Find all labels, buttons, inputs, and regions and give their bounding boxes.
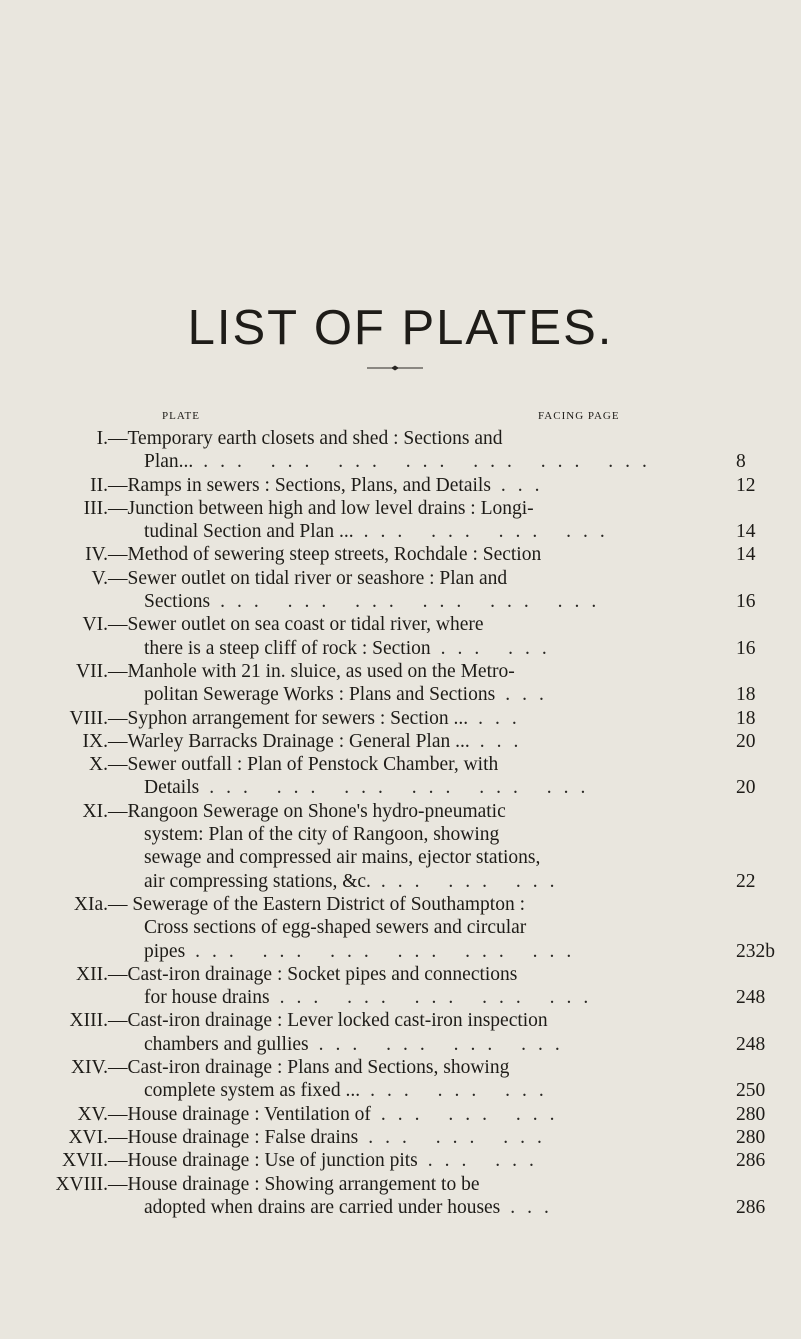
plate-title-text: —House drainage : False drains xyxy=(108,1126,359,1148)
plate-entry-line xyxy=(0,450,801,473)
plate-entry xyxy=(0,730,801,753)
dot-leader: ... ... ... ... ... ... xyxy=(209,777,598,799)
plate-entry-line xyxy=(0,730,801,753)
plate-entry xyxy=(0,1009,801,1056)
plate-entry-line xyxy=(0,1103,801,1126)
plate-title-text: sewage and compressed air mains, ejector stations, xyxy=(144,847,541,869)
plate-entry xyxy=(0,1103,801,1126)
dot-leader: ... ... ... xyxy=(368,1126,554,1148)
plate-entry-line xyxy=(0,800,801,823)
facing-page-number: 280 xyxy=(736,1126,766,1148)
plate-entry-line xyxy=(0,916,801,939)
plate-entry-line xyxy=(0,1149,801,1172)
plate-entry xyxy=(0,1149,801,1172)
plate-title-text: —Sewer outlet on sea coast or tidal river, where xyxy=(108,614,484,636)
dot-leader: ... ... ... ... ... ... xyxy=(220,591,609,613)
facing-page-number: 14 xyxy=(736,521,756,543)
plate-title-text: —Warley Barracks Drainage : General Plan ... xyxy=(108,730,470,752)
plate-title-text: —Syphon arrangement for sewers : Section ... xyxy=(108,707,469,729)
dot-leader: ... ... ... ... ... xyxy=(279,987,601,1009)
plate-number: XVI. xyxy=(68,1126,108,1148)
facing-page-number: 18 xyxy=(736,684,756,706)
plate-number: XVIII. xyxy=(55,1173,108,1195)
plate-entry xyxy=(0,1173,801,1220)
facing-page-number: 8 xyxy=(736,451,746,473)
plate-entry-line xyxy=(0,1173,801,1196)
dot-leader: ... ... ... ... xyxy=(363,521,617,543)
plate-number: XIV. xyxy=(70,1057,108,1079)
dot-leader: ... ... ... xyxy=(370,1080,556,1102)
plate-entry-line xyxy=(0,637,801,660)
plate-title-text: —Junction between high and low level drains : Longi- xyxy=(108,497,534,519)
plate-title-text: —Sewer outlet on tidal river or seashore : Plan and xyxy=(108,567,508,589)
plate-entry xyxy=(0,543,801,566)
plate-number: VI. xyxy=(82,614,108,636)
page-title: LIST OF PLATES. xyxy=(187,301,614,355)
plate-entry-line xyxy=(0,543,801,566)
plate-entry-line xyxy=(0,520,801,543)
plate-number: XIII. xyxy=(69,1010,108,1032)
plate-entry xyxy=(0,893,801,963)
plate-title-text: —Manhole with 21 in. sluice, as used on the Metro- xyxy=(108,660,515,682)
plate-title-text: Plan... xyxy=(144,451,194,473)
dot-leader: ... xyxy=(500,474,552,496)
plate-entry-line xyxy=(0,940,801,963)
facing-page-number: 16 xyxy=(736,637,756,659)
facing-page-number: 248 xyxy=(736,987,766,1009)
plate-number: XV. xyxy=(77,1103,108,1125)
plate-title-text: —Cast-iron drainage : Lever locked cast-iron inspection xyxy=(108,1010,548,1032)
plate-number: VIII. xyxy=(69,707,108,729)
plate-title-text: —Ramps in sewers : Sections, Plans, and Details xyxy=(108,474,491,496)
plate-entry-line xyxy=(0,590,801,613)
plate-number: XVII. xyxy=(61,1150,108,1172)
plate-entry xyxy=(0,660,801,707)
dot-leader: ... xyxy=(510,1196,561,1218)
plate-entry xyxy=(0,474,801,497)
plate-entry-line xyxy=(0,823,801,846)
plate-entry xyxy=(0,1126,801,1149)
plate-number: XII. xyxy=(76,963,108,985)
plate-entry-line xyxy=(0,1033,801,1056)
dot-leader: ... ... ... xyxy=(380,870,567,892)
plate-number: IV. xyxy=(85,544,108,566)
plate-entry xyxy=(0,707,801,730)
plate-entry-line xyxy=(0,613,801,636)
plate-entry xyxy=(0,1056,801,1103)
plate-title-text: —Cast-iron drainage : Socket pipes and connections xyxy=(108,963,518,985)
dot-leader: ... xyxy=(505,684,556,706)
plate-number: X. xyxy=(89,754,108,776)
facing-page-number: 250 xyxy=(736,1080,766,1102)
plate-title-text: complete system as fixed ... xyxy=(144,1080,361,1102)
plate-title-text: Details xyxy=(144,777,200,799)
dot-leader: ... xyxy=(478,707,529,729)
plate-entry xyxy=(0,427,801,474)
plate-title-text: —Temporary earth closets and shed : Sections and xyxy=(108,428,503,449)
plate-entry-line xyxy=(0,683,801,706)
dot-leader: ... xyxy=(479,730,531,752)
plate-entry xyxy=(0,497,801,544)
plate-entry-line xyxy=(0,1009,801,1032)
plate-entry-line xyxy=(0,1056,801,1079)
plate-number: IX. xyxy=(82,730,108,752)
plate-title-text: air compressing stations, &c. xyxy=(144,870,371,892)
facing-page-number: 14 xyxy=(736,544,756,566)
plate-entry xyxy=(0,567,801,614)
plate-number: XIa. xyxy=(73,893,108,915)
plate-number: I. xyxy=(96,428,108,449)
plate-number: XI. xyxy=(82,800,108,822)
plate-title-text: —House drainage : Showing arrangement to be xyxy=(108,1173,480,1195)
facing-page-number: 286 xyxy=(736,1150,766,1172)
plate-title-text: for house drains xyxy=(144,987,270,1009)
facing-page-number: 286 xyxy=(736,1196,766,1218)
plate-title-text: —House drainage : Ventilation of xyxy=(108,1103,371,1125)
plate-entry xyxy=(0,753,801,800)
plate-title-text: —Sewer outfall : Plan of Penstock Chamber, with xyxy=(108,754,499,776)
facing-page-number: 20 xyxy=(736,777,756,799)
plate-title-text: adopted when drains are carried under houses xyxy=(144,1196,501,1218)
dot-leader: ... ... xyxy=(427,1150,546,1172)
plate-title-text: tudinal Section and Plan ... xyxy=(144,521,354,543)
plate-number: V. xyxy=(91,567,108,589)
facing-page-number: 22 xyxy=(736,870,756,892)
plate-column-heading: PLATE xyxy=(162,410,200,422)
plate-entry-line xyxy=(0,474,801,497)
plate-entry xyxy=(0,800,801,893)
plate-title-text: — Sewerage of the Eastern District of Southampton : xyxy=(108,893,525,915)
plate-title-text: system: Plan of the city of Rangoon, showing xyxy=(144,824,500,846)
plate-entry-line xyxy=(0,870,801,893)
plate-title-text: —Cast-iron drainage : Plans and Sections, showing xyxy=(108,1057,510,1079)
plate-entry-line xyxy=(0,660,801,683)
plate-entry xyxy=(0,613,801,660)
plate-number: III. xyxy=(83,497,108,519)
plate-entry-line xyxy=(0,567,801,590)
plate-entry-line xyxy=(0,497,801,520)
facing-page-number: 248 xyxy=(736,1033,766,1055)
dot-leader: ... ... ... ... xyxy=(318,1033,572,1055)
facing-page-number: 232b xyxy=(736,940,775,962)
plate-title-text: —Rangoon Sewerage on Shone's hydro-pneumatic xyxy=(108,800,506,822)
facing-page-number: 18 xyxy=(736,707,756,729)
facing-page-number: 16 xyxy=(736,591,756,613)
plate-entry-line xyxy=(0,707,801,730)
dot-leader: ... ... xyxy=(440,637,559,659)
plate-title-text: pipes xyxy=(144,940,186,962)
plate-title-text: —House drainage : Use of junction pits xyxy=(108,1150,418,1172)
plates-list xyxy=(0,427,801,1219)
plate-number: VII. xyxy=(76,660,108,682)
plate-number: II. xyxy=(90,474,108,496)
facing-page-number: 20 xyxy=(736,730,756,752)
plate-title-text: there is a steep cliff of rock : Section xyxy=(144,637,431,659)
plate-title-text: politan Sewerage Works : Plans and Sections xyxy=(144,684,496,706)
plate-entry-line xyxy=(0,753,801,776)
dot-leader: ... ... ... xyxy=(380,1103,567,1125)
dot-leader: ... ... ... ... ... ... ... xyxy=(203,451,659,473)
dot-leader: ... ... ... ... ... ... xyxy=(195,940,584,962)
plate-title-text: —Method of sewering steep streets, Rochdale : Section xyxy=(108,544,542,566)
facing-page-number: 12 xyxy=(736,474,756,496)
plate-entry-line xyxy=(0,846,801,869)
plate-entry-line xyxy=(0,776,801,799)
plate-title-text: Cross sections of egg-shaped sewers and circular xyxy=(144,917,527,939)
facing-page-number: 280 xyxy=(736,1103,766,1125)
plate-entry-line xyxy=(0,1196,801,1219)
rule-ornament xyxy=(367,364,423,372)
plate-entry-line xyxy=(0,1126,801,1149)
plate-entry-line xyxy=(0,427,801,450)
plate-title-text: chambers and gullies xyxy=(144,1033,309,1055)
plate-entry-line xyxy=(0,1079,801,1102)
plate-entry-line xyxy=(0,963,801,986)
plate-title-text: Sections xyxy=(144,591,211,613)
plate-entry-line xyxy=(0,893,801,916)
plate-entry-line xyxy=(0,986,801,1009)
plate-entry xyxy=(0,963,801,1010)
facing-page-column-heading: FACING PAGE xyxy=(538,410,620,422)
